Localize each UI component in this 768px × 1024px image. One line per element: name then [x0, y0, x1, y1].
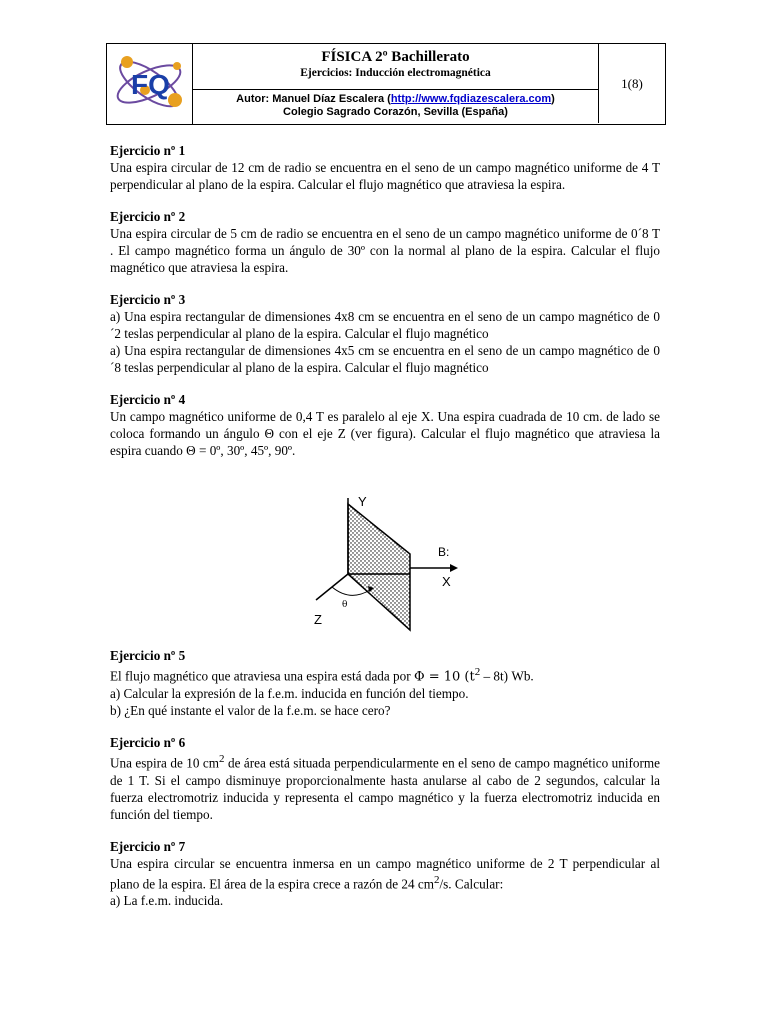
exercise-6 [110, 734, 660, 822]
logo-icon [107, 44, 191, 122]
exercise-title: Ejercicio nº 3 [110, 292, 186, 307]
loop-plane [348, 504, 410, 630]
exercise-title: Ejercicio nº 6 [110, 735, 186, 751]
exercise-3 [110, 291, 660, 376]
x-label: X [442, 574, 451, 589]
exponent: 2 [219, 753, 225, 766]
exercise-2 [110, 208, 660, 276]
header-title-block [193, 44, 599, 90]
exercise-1 [110, 142, 660, 193]
text-part: Una espira de 10 cm [110, 755, 220, 771]
author-suffix: ) [551, 93, 555, 105]
exercise-title: Ejercicio nº 1 [110, 143, 186, 158]
formula-intro: El flujo magnético que atraviesa una espira está dada por [110, 668, 414, 684]
author-link[interactable]: http://www.fqdiazescalera.com [390, 93, 552, 105]
exercise-text [110, 855, 660, 892]
theta-label: θ [342, 600, 348, 610]
formula-end: – 8t) Wb. [480, 668, 534, 684]
exercise-text: a) La f.e.m. inducida. [110, 893, 224, 909]
flux-formula: Φ = 10 (t [413, 669, 475, 685]
arrow-head-icon [450, 564, 458, 572]
exercise-title: Ejercicio nº 2 [110, 209, 186, 224]
exponent: 2 [474, 666, 481, 678]
text-part: /s. Calcular: [439, 876, 504, 892]
exercise-text: Una espira circular de 12 cm de radio se encuentra en el seno de un campo magnético uniforme de 4 T perpendicular al plano de la espira. Calcular el flujo magnético que atraviesa la espira. [110, 160, 660, 192]
exercise-title: Ejercicio nº 7 [110, 838, 186, 854]
exercise-text [110, 751, 660, 822]
exercise-text: a) Calcular la expresión de la f.e.m. inducida en función del tiempo. [110, 686, 469, 702]
author-prefix: Autor: Manuel Díaz Escalera ( [236, 93, 391, 105]
page-number: 1(8) [621, 76, 643, 91]
exercise-text: a) Una espira rectangular de dimensiones 4x8 cm se encuentra en el seno de un campo magnético de 0´2 teslas perpendicular al plano de la espira. Calcular el flujo magnético [110, 309, 660, 341]
exercise-4-figure [298, 490, 468, 636]
y-label: Y [358, 494, 367, 509]
text-part: de área está situada perpendicularmente en el seno de campo magnético uniforme de 1 T. Si el campo disminuye proporcionalmente hasta anularse al cabo de 2 segundos, calcular la fuerza electromotriz inducida y representa el campo magnético y la fuerza electromotriz inducida en función del tiempo. [110, 755, 660, 822]
exercise-text: Un campo magnético uniforme de 0,4 T es paralelo al eje X. Una espira cuadrada de 10 cm. de lado se coloca formando un ángulo Θ con el eje Z (ver figura). Calcular el flujo magnético que atraviesa la espira cuando Θ = 0º, 30º, 45º, 90º. [110, 409, 660, 458]
exercise-text: a) Una espira rectangular de dimensiones 4x5 cm se encuentra en el seno de un campo magnético de 0´8 teslas perpendicular al plano de la espira. Calcular el flujo magnético [110, 343, 660, 375]
author-block [193, 90, 599, 123]
logo [107, 44, 193, 124]
page-header [106, 43, 666, 125]
exercise-title: Ejercicio nº 4 [110, 392, 186, 407]
exercise-5 [110, 647, 660, 719]
text-part: Una espira circular se encuentra inmersa en un campo magnético uniforme de 2 T perpendicular al plano de la espira. El área de la espira crece a razón de 24 cm [110, 855, 660, 892]
page-title: FÍSICA 2º Bachillerato [321, 49, 470, 65]
exercise-text: Una espira circular de 5 cm de radio se encuentra en el seno de un campo magnético uniforme de 0´8 T . El campo magnético forma un ángulo de 30º con la normal al plano de la espira. Calcular el flujo magnético que atraviesa la espira. [110, 226, 660, 275]
exercise-title: Ejercicio nº 5 [110, 648, 186, 663]
b-label: B: [438, 545, 450, 559]
exercise-text [110, 664, 660, 685]
exercise-4 [110, 391, 660, 459]
svg-text:FQ: FQ [131, 69, 170, 100]
school-name: Colegio Sagrado Corazón, Sevilla (España) [283, 106, 508, 118]
exercise-text: b) ¿En qué instante el valor de la f.e.m. se hace cero? [110, 703, 391, 719]
exponent: 2 [434, 873, 440, 886]
page-subtitle: Ejercicios: Inducción electromagnética [300, 67, 491, 79]
z-label: Z [314, 612, 322, 627]
exercise-7 [110, 838, 660, 909]
